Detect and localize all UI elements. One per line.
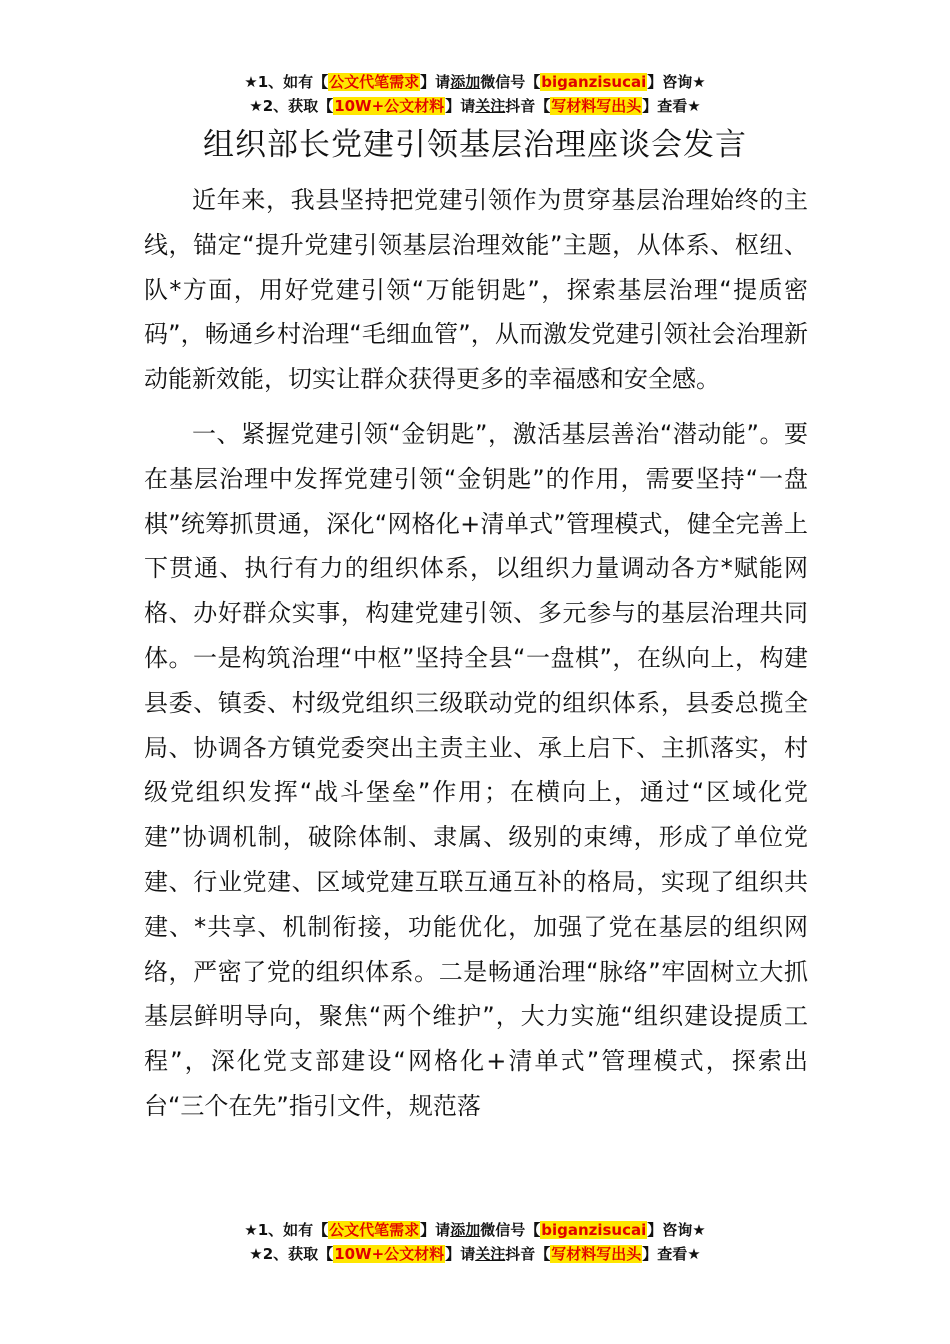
promo-text: ★2、获取【 [249,97,334,115]
promo-text: ★1、如有【 [244,1221,329,1239]
promo-text: 】查看★ [642,97,701,115]
promo-highlight: 公文代笔需求 [329,73,420,91]
promo-line-1 [0,70,950,94]
promo-text: 】咨询★ [647,73,706,91]
promo-text: 】咨询★ [647,1221,706,1239]
promo-text: 抖音【 [505,97,551,115]
promo-text: 】查看★ [642,1245,701,1263]
promo-highlight: 10W+公文材料 [334,1245,445,1263]
promo-text: 】请 [445,97,476,115]
promo-text: 微信号【 [480,1221,541,1239]
page-title: 组织部长党建引领基层治理座谈会发言 [203,127,747,163]
promo-text: 】请 [420,1221,451,1239]
promo-highlight: 公文代笔需求 [329,1221,420,1239]
promo-highlight: 写材料写出头 [551,1245,642,1263]
promo-underlined: 关注 [475,97,506,115]
promo-text: 微信号【 [480,73,541,91]
promo-line-2 [0,1242,950,1266]
document-body [144,178,808,1129]
promo-highlight: 10W+公文材料 [334,97,445,115]
promo-underlined: 添加 [450,1221,481,1239]
promo-text: ★1、如有【 [244,73,329,91]
promo-line-1 [0,1218,950,1242]
promo-highlight: 写材料写出头 [551,97,642,115]
promo-highlight: biganzisucai [541,73,647,91]
paragraph-section-1: 一、紧握党建引领“金钥匙”，激活基层善治“潜动能”。要在基层治理中发挥党建引领“金钥匙”的作用，需要坚持“一盘棋”统筹抓贯通，深化“网格化+清单式”管理模式，健全完善上下贯通、执行有力的组织体系，以组织力量调动各方*赋能网格、办好群众实事，构建党建引领、多元参与的基层治理共同体。一是构筑治理“中枢”坚持全县“一盘棋”，在纵向上，构建县委、镇委、村级党组织三级联动党的组织体系，县委总揽全局、协调各方镇党委突出主责主业、承上启下、主抓落实，村级党组织发挥“战斗堡垒”作用；在横向上，通过“区域化党建”协调机制，破除体制、隶属、级别的束缚，形成了单位党建、行业党建、区域党建互联互通互补的格局，实现了组织共建、*共享、机制衔接，功能优化，加强了党在基层的组织网络，严密了党的组织体系。二是畅通治理“脉络”牢固树立大抓基层鲜明导向，聚焦“两个维护”，大力实施“组织建设提质工程”，深化党支部建设“网格化+清单式”管理模式，探索出台“三个在先”指引文件，规范落 [144,419,808,1120]
promo-text: 】请 [420,73,451,91]
promo-underlined: 关注 [475,1245,506,1263]
promo-text: 】请 [445,1245,476,1263]
promo-banner-top [0,70,950,118]
promo-line-2 [0,94,950,118]
promo-text: 抖音【 [505,1245,551,1263]
promo-highlight: biganzisucai [541,1221,647,1239]
promo-text: ★2、获取【 [249,1245,334,1263]
promo-underlined: 添加 [450,73,481,91]
paragraph-intro: 近年来，我县坚持把党建引领作为贯穿基层治理始终的主线，锚定“提升党建引领基层治理效能”主题，从体系、枢纽、队*方面，用好党建引领“万能钥匙”，探索基层治理“提质密码”，畅通乡村治理“毛细血管”，从而激发党建引领社会治理新动能新效能，切实让群众获得更多的幸福感和安全感。 [144,186,808,394]
promo-banner-bottom [0,1218,950,1266]
